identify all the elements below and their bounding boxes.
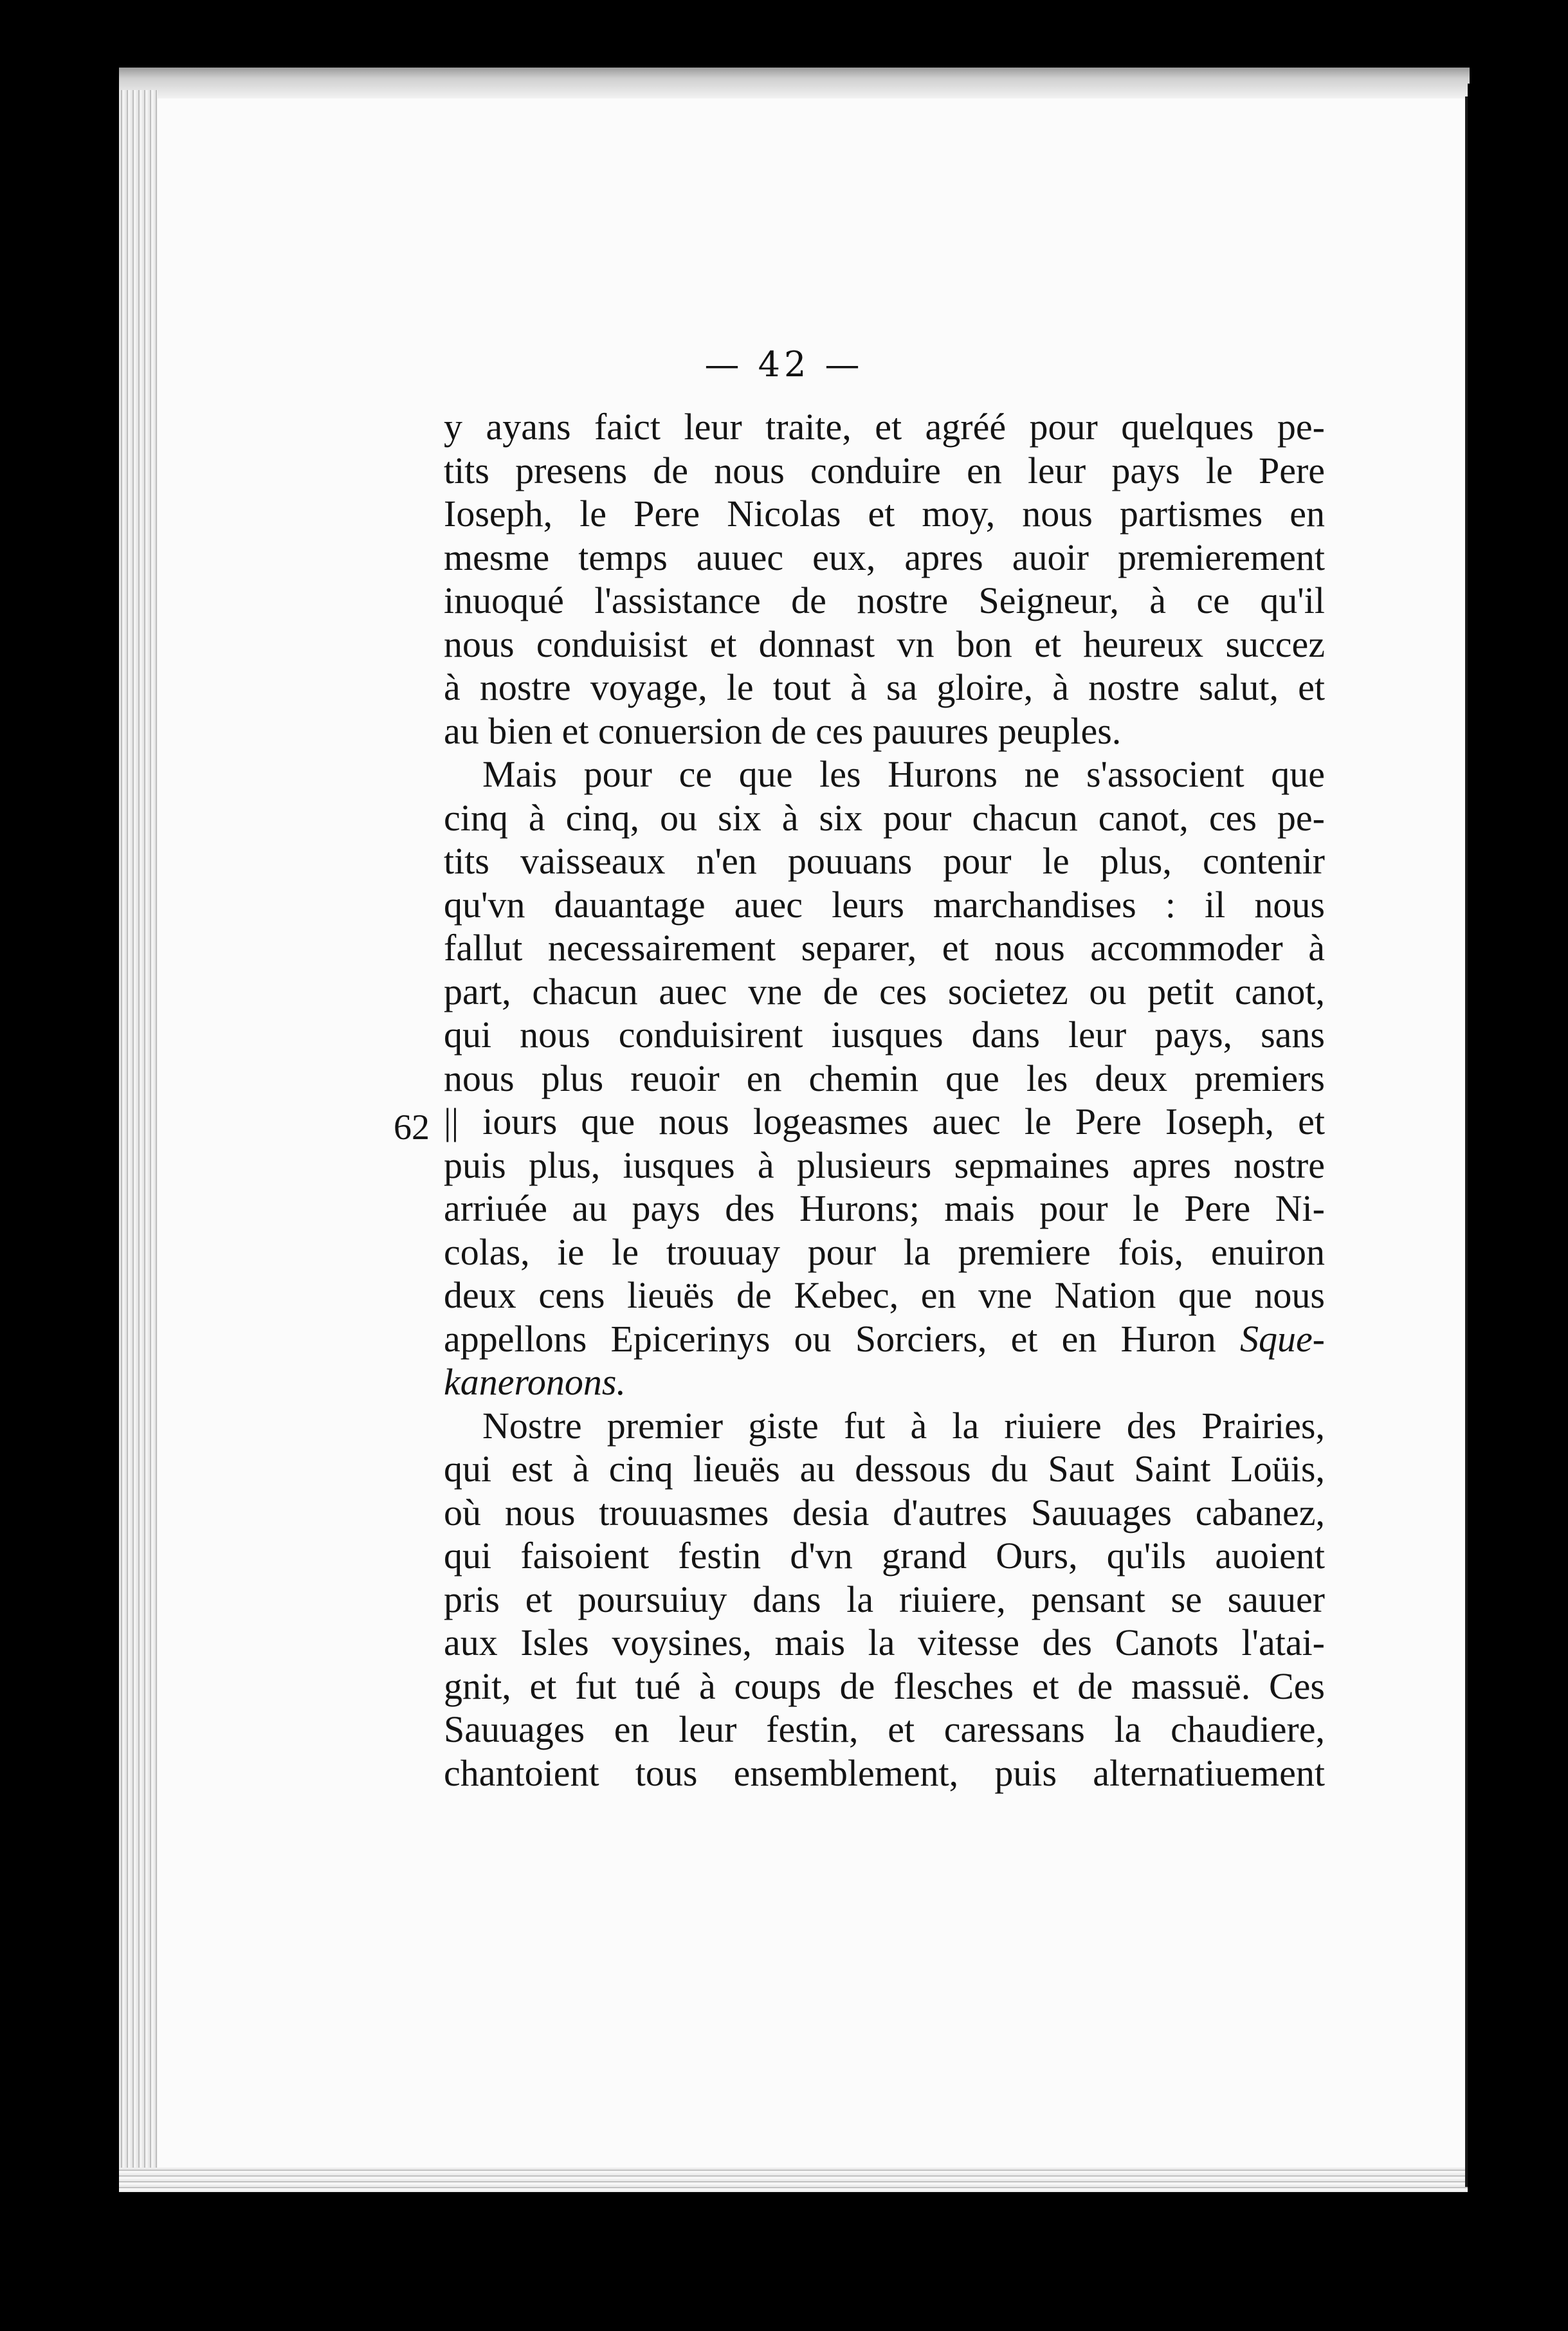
text-line: y ayans faict leur traite, et agréé pour quelques pe- [444,406,1325,448]
italic-word: Sque- [1239,1317,1325,1360]
text-line: qui est à cinq lieuës au dessous du Saut Saint Loüis, [444,1448,1325,1490]
text-line: gnit, et fut tué à coups de flesches et de massuë. Ces [444,1665,1325,1707]
margin-reference-number: 62 [394,1108,430,1147]
text-line: arriuée au pays des Hurons; mais pour le Pere Ni- [444,1187,1325,1229]
text-line: fallut necessairement separer, et nous accommoder à [444,927,1325,969]
text-line: part, chacun auec vne de ces societez ou petit canot, [444,970,1325,1012]
text-line: Nostre premier giste fut à la riuiere des Prairies, [482,1404,1325,1447]
text-line: où nous trouuasmes desia d'autres Sauuages cabanez, [444,1491,1325,1533]
text-line: cinq à cinq, ou six à six pour chacun canot, ces pe- [444,796,1325,839]
text-line: deux cens lieuës de Kebec, en vne Nation que nous [444,1274,1325,1316]
text-line: nous conduisist et donnast vn bon et heureux succez [444,623,1325,665]
text-line: tits vaisseaux n'en pouuans pour le plus, contenir [444,840,1325,882]
text-line: Mais pour ce que les Hurons ne s'associent que [482,753,1325,795]
text-line: au bien et conuersion de ces pauures peuples. [444,709,1122,752]
text-line: tits presens de nous conduire en leur pays le Pere [444,449,1325,491]
text-line: Ioseph, le Pere Nicolas et moy, nous partismes en [444,493,1325,535]
text-line-italic: kaneronons. [444,1361,626,1403]
text-line: à nostre voyage, le tout à sa gloire, à nostre salut, et [444,666,1325,708]
page-leaf-edge-left [119,90,158,2187]
text-line: chantoient tous ensemblement, puis alternatiuement [444,1751,1325,1794]
text-line: aux Isles voysines, mais la vitesse des Canots l'atai- [444,1622,1325,1663]
text-line: mesme temps auuec eux, apres auoir premierement [444,536,1325,578]
text-line: qu'vn dauantage auec leurs marchandises : il nous [444,883,1325,926]
text-line-start: appellons Epicerinys ou Sorciers, et en Huron [444,1317,1216,1360]
text-line: puis plus, iusques à plusieurs sepmaines apres nostre [444,1144,1325,1186]
text-line: Sauuages en leur festin, et caressans la chaudiere, [444,1708,1325,1750]
page-number: — 42 — [704,344,864,385]
page-top-edge [119,68,1470,98]
text-line: pris et poursuiuy dans la riuiere, pensant se sauuer [444,1578,1325,1620]
body-text [444,405,1325,1795]
text-line: colas, ie le trouuay pour la premiere fois, enuiron [444,1230,1325,1273]
text-line-with-italic [444,1317,1325,1361]
text-line: nous plus reuoir en chemin que les deux premiers [444,1057,1325,1099]
text-line: inuoqué l'assistance de nostre Seigneur, à ce qu'il [444,580,1325,621]
text-line: || iours que nous logeasmes auec le Pere Ioseph, et [444,1101,1325,1142]
text-line: qui faisoient festin d'vn grand Ours, qu'ils auoient [444,1535,1325,1577]
scan-right-margin [1468,84,1568,2331]
text-line: qui nous conduisirent iusques dans leur pays, sans [444,1014,1325,1056]
page-leaf-edge-bottom [119,2168,1470,2192]
